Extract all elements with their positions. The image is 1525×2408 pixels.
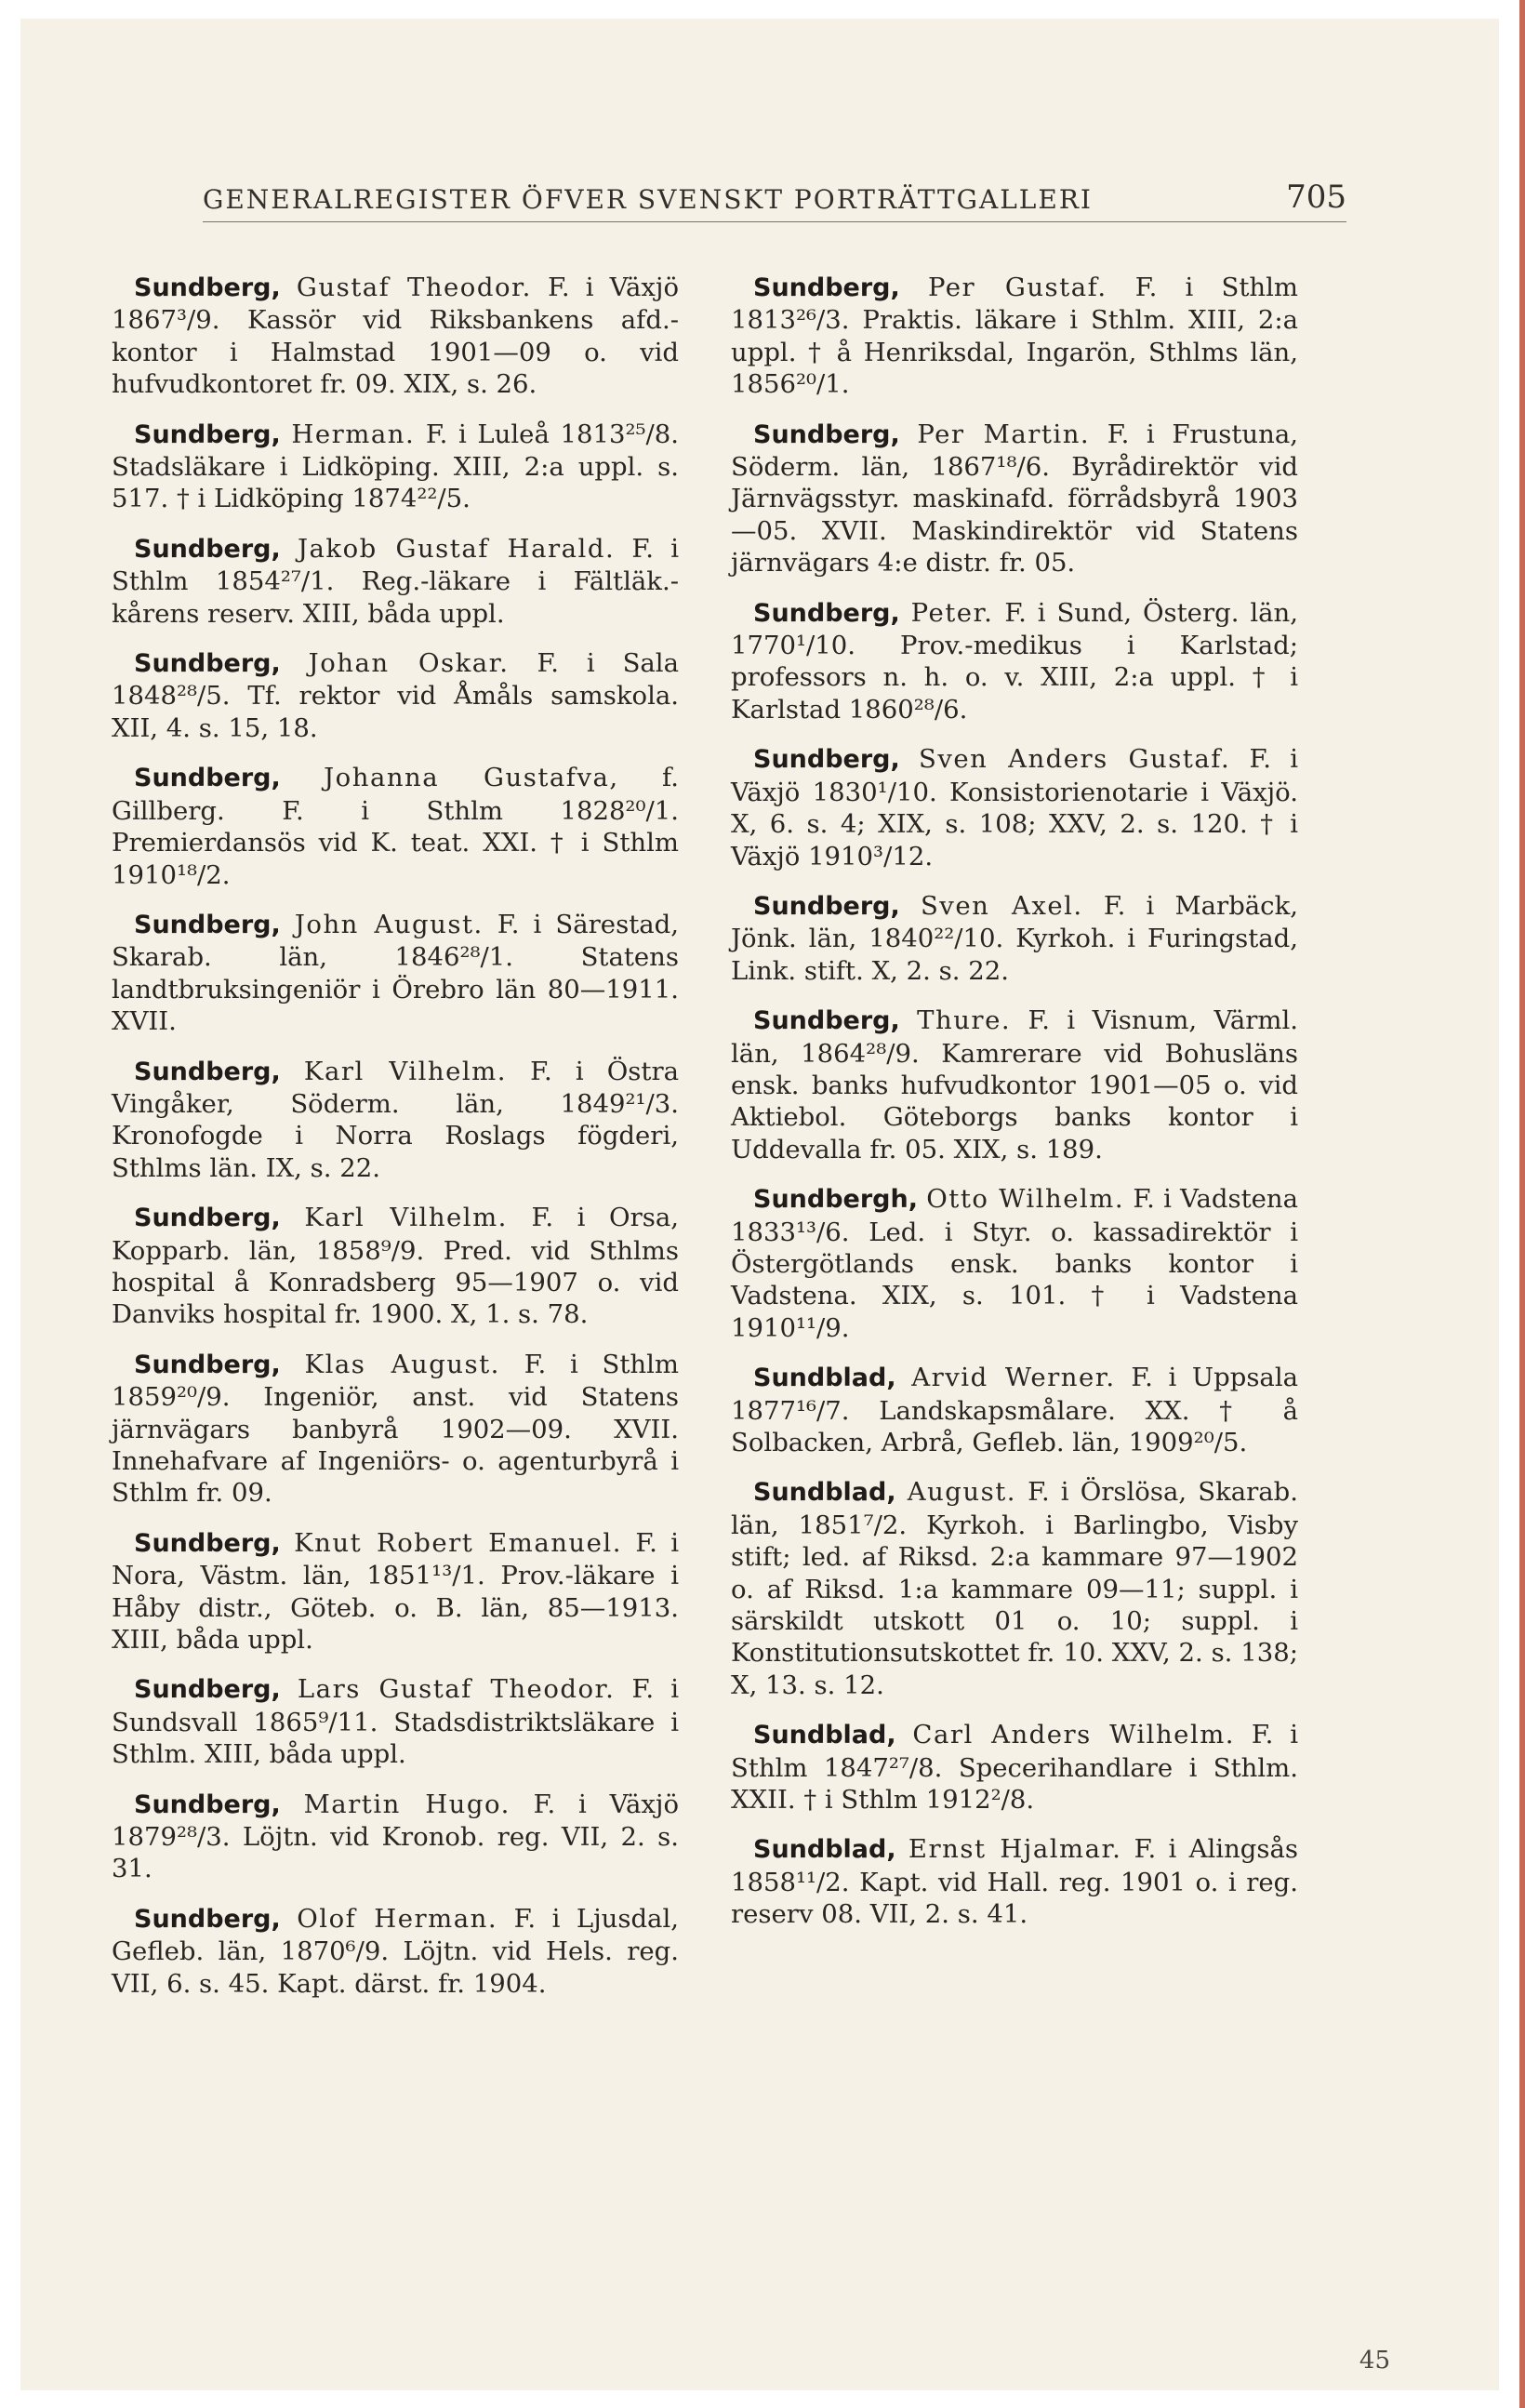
entry-text: F. i Orsa, Kopparb. län, 1858⁹/9. Pred. vid Sthlms hospital å Konradsberg 95—1907 o. vid Danviks hospital fr. 1900. X, 1. s. 78. <box>112 1203 680 1330</box>
entry-surname: Sundberg, <box>134 1057 281 1086</box>
register-entry <box>112 1673 679 1770</box>
entry-text: F. i Marbäck, Jönk. län, 1840²²/10. Kyrkoh. i Furingstad, Link. stift. X, 2. s. 22. <box>731 890 1298 986</box>
entry-surname: Sundberg, <box>134 1204 281 1233</box>
entry-given-names: Otto Wilhelm. <box>926 1184 1125 1215</box>
register-entry <box>731 419 1298 579</box>
entry-given-names: Carl Anders Wilhelm. <box>912 1720 1236 1750</box>
register-entry <box>112 533 679 630</box>
entry-surname: Sundberg, <box>753 273 900 302</box>
page-header <box>203 179 1346 222</box>
entry-text: F. i Sala 1848²⁸/5. Tf. rektor vid Åmåls samskola. XII, 4. s. 15, 18. <box>112 648 679 743</box>
entry-text: F. i Växjö 1879²⁸/3. Löjtn. vid Kronob. reg. VII, 2. s. 31. <box>112 1789 680 1884</box>
entry-given-names: Karl Vilhelm. <box>304 1203 508 1233</box>
entry-given-names: John August. <box>294 909 484 939</box>
entry-surname: Sundberg, <box>134 273 281 302</box>
register-entry <box>731 1719 1298 1816</box>
entry-text: F. i Alingsås 1858¹¹/2. Kapt. vid Hall. reg. 1901 o. i reg. reserv 08. VII, 2. s. 41. <box>731 1834 1298 1930</box>
entry-text: F. i Östra Vingåker, Söderm. län, 1849²¹/3. Kronofogde i Norra Roslags fögderi, Sthlms län. IX, s. 22. <box>112 1056 679 1183</box>
entry-given-names: Thure. <box>917 1005 1012 1036</box>
register-entry <box>112 909 679 1038</box>
entry-given-names: Johanna Gustafva, <box>324 763 619 793</box>
page-edge <box>1519 0 1525 2408</box>
entry-text: F. i Växjö 1867³/9. Kassör vid Riksbankens afd.-kontor i Halmstad 1901—09 o. vid hufvudkontoret fr. 09. XIX, s. 26. <box>112 273 680 400</box>
entry-given-names: Sven Anders Gustaf. <box>919 744 1231 775</box>
entry-text: F. i Ljusdal, Gefleb. län, 1870⁶/9. Löjtn. vid Hels. reg. VII, 6. s. 45. Kapt. därst. fr. 1904. <box>112 1903 679 1999</box>
register-entry <box>112 272 679 401</box>
entry-given-names: August. <box>907 1477 1017 1508</box>
entry-given-names: Klas August. <box>304 1349 500 1379</box>
entry-text: F. i Luleå 1813²⁵/8. Stadsläkare i Lidköping. XIII, 2:a uppl. s. 517. † i Lidköping 1874²²/5. <box>112 419 679 514</box>
register-entry <box>731 1183 1298 1344</box>
entry-text: F. i Sund, Österg. län, 1770¹/10. Prov.-medikus i Karlstad; professors n. h. o. v. XIII, 2:a uppl. † i Karlstad 1860²⁸/6. <box>731 597 1298 725</box>
register-entry <box>731 1833 1298 1930</box>
entry-given-names: Per Martin. <box>917 419 1091 449</box>
left-column <box>112 272 679 2017</box>
entry-given-names: Olof Herman. <box>297 1903 498 1934</box>
entry-given-names: Karl Vilhelm. <box>303 1056 507 1086</box>
register-entry <box>112 419 679 515</box>
entry-surname: Sundblad, <box>753 1835 896 1865</box>
entry-text: F. i Vadstena 1833¹³/6. Led. i Styr. o. kassadirektör i Östergötlands ensk. banks kontor i Vadstena. XIX, s. 101. † i Vadstena 1910¹¹/9. <box>731 1184 1299 1343</box>
entry-given-names: Jakob Gustaf Harald. <box>298 533 616 564</box>
register-entry <box>112 762 679 891</box>
register-entry <box>731 743 1298 872</box>
entry-text: F. i Särestad, Skarab. län, 1846²⁸/1. Statens landtbruksingeniör i Örebro län 80—1911. XVII. <box>112 909 679 1037</box>
entry-text: F. i Nora, Västm. län, 1851¹³/1. Prov.-läkare i Håby distr., Göteb. o. B. län, 85—1913. XIII, båda uppl. <box>112 1527 680 1656</box>
register-entry <box>112 647 679 744</box>
register-entry <box>731 1362 1298 1458</box>
entry-text: F. i Visnum, Värml. län, 1864²⁸/9. Kamrerare vid Bohusläns ensk. banks hufvudkontor 1901—05 o. vid Aktiebol. Göteborgs banks kontor i Uddevalla fr. 05. XIX, s. 189. <box>731 1005 1298 1164</box>
entry-surname: Sundberg, <box>753 419 900 449</box>
entry-surname: Sundberg, <box>134 649 281 679</box>
entry-text: F. i Örslösa, Skarab. län, 1851⁷/2. Kyrkoh. i Barlingbo, Visby stift; led. af Riksd. 2:a kammare 97—1902 o. af Riksd. 1:a kammare 09—11; suppl. i särskildt utskott 01 o. 10; suppl. i Konstitutionsutskottet fr. 10. XXV, 2. s. 138; X, 13. s. 12. <box>731 1477 1299 1700</box>
entry-given-names: Johan Oskar. <box>308 648 510 679</box>
entry-given-names: Sven Axel. <box>920 890 1083 921</box>
entry-text: F. i Sthlm 1847²⁷/8. Specerihandlare i Sthlm. XXII. † i Sthlm 1912²/8. <box>731 1720 1298 1816</box>
entry-given-names: Martin Hugo. <box>303 1789 511 1819</box>
entry-text: F. i Växjö 1830¹/10. Konsistorienotarie i Växjö. X, 6. s. 4; XIX, s. 108; XXV, 2. s. 120. † i Växjö 1910³/12. <box>731 744 1298 871</box>
entry-text: F. i Sthlm 1813²⁶/3. Praktis. läkare i Sthlm. XIII, 2:a uppl. † å Henriksdal, Ingarön, Sthlms län, 1856²⁰/1. <box>731 273 1299 400</box>
entry-surname: Sundberg, <box>134 910 281 939</box>
running-title: GENERALREGISTER ÖFVER SVENSKT PORTRÄTTGALLERI <box>203 184 1093 215</box>
register-entry <box>731 1004 1298 1165</box>
register-entry <box>731 1476 1298 1701</box>
entry-surname: Sundblad, <box>753 1364 896 1393</box>
right-column <box>731 272 1298 1949</box>
entry-given-names: Arvid Werner. <box>911 1363 1116 1393</box>
entry-surname: Sundberg, <box>134 1528 281 1558</box>
entry-given-names: Peter. <box>910 597 994 628</box>
entry-given-names: Lars Gustaf Theodor. <box>297 1674 616 1705</box>
register-entry <box>731 890 1298 987</box>
entry-surname: Sundberg, <box>753 598 900 628</box>
register-entry <box>112 1202 679 1331</box>
entry-text: F. i Frustuna, Söderm. län, 1867¹⁸/6. Byrådirektör vid Järnvägsstyr. maskinafd. förrådsbyrå 1903—05. XVII. Maskindirektör vid Statens järnvägars 4:e distr. fr. 05. <box>731 419 1298 579</box>
entry-text: F. i Sthlm 1854²⁷/1. Reg.-läkare i Fältläk.-kårens reserv. XIII, båda uppl. <box>112 533 679 629</box>
register-entry <box>731 597 1298 726</box>
entry-given-names: Ernst Hjalmar. <box>908 1834 1122 1865</box>
entry-surname: Sundberg, <box>753 891 900 921</box>
entry-surname: Sundberg, <box>134 1350 281 1379</box>
entry-surname: Sundberg, <box>134 1904 281 1934</box>
register-entry <box>112 1903 679 2000</box>
entry-surname: Sundberg, <box>134 419 281 449</box>
entry-surname: Sundberg, <box>134 1789 281 1819</box>
entry-surname: Sundberg, <box>134 534 281 564</box>
entry-given-names: Per Gustaf. <box>927 273 1107 302</box>
entry-surname: Sundberg, <box>753 745 900 775</box>
register-entry <box>112 1056 679 1185</box>
entry-surname: Sundblad, <box>753 1478 896 1508</box>
entry-text: F. i Sthlm 1859²⁰/9. Ingeniör, anst. vid Statens järnvägars banbyrå 1902—09. XVII. Innehafvare af Ingeniörs- o. agenturbyrå i Sthlm fr. 09. <box>112 1349 679 1509</box>
entry-surname: Sundberg, <box>134 764 281 793</box>
entry-text: F. i Uppsala 1877¹⁶/7. Landskapsmålare. XX. † å Solbacken, Arbrå, Gefleb. län, 1909²⁰/5. <box>731 1363 1299 1457</box>
signature-mark: 45 <box>1359 2347 1390 2375</box>
register-entry <box>112 1527 679 1656</box>
entry-surname: Sundbergh, <box>753 1185 918 1215</box>
entry-surname: Sundberg, <box>134 1675 281 1705</box>
entry-text: f. Gillberg. F. i Sthlm 1828²⁰/1. Premierdansös vid K. teat. XXI. † i Sthlm 1910¹⁸/2. <box>112 763 679 890</box>
register-entry <box>731 272 1298 401</box>
entry-surname: Sundblad, <box>753 1721 896 1750</box>
entry-text: F. i Sundsvall 1865⁹/11. Stadsdistriktsläkare i Sthlm. XIII, båda uppl. <box>112 1674 680 1770</box>
entry-given-names: Herman. <box>291 419 416 449</box>
entry-given-names: Gustaf Theodor. <box>296 273 532 302</box>
entry-surname: Sundberg, <box>753 1006 900 1036</box>
entry-given-names: Knut Robert Emanuel. <box>294 1527 622 1558</box>
register-entry <box>112 1789 679 1885</box>
register-entry <box>112 1349 679 1510</box>
page-number: 705 <box>1286 179 1346 216</box>
